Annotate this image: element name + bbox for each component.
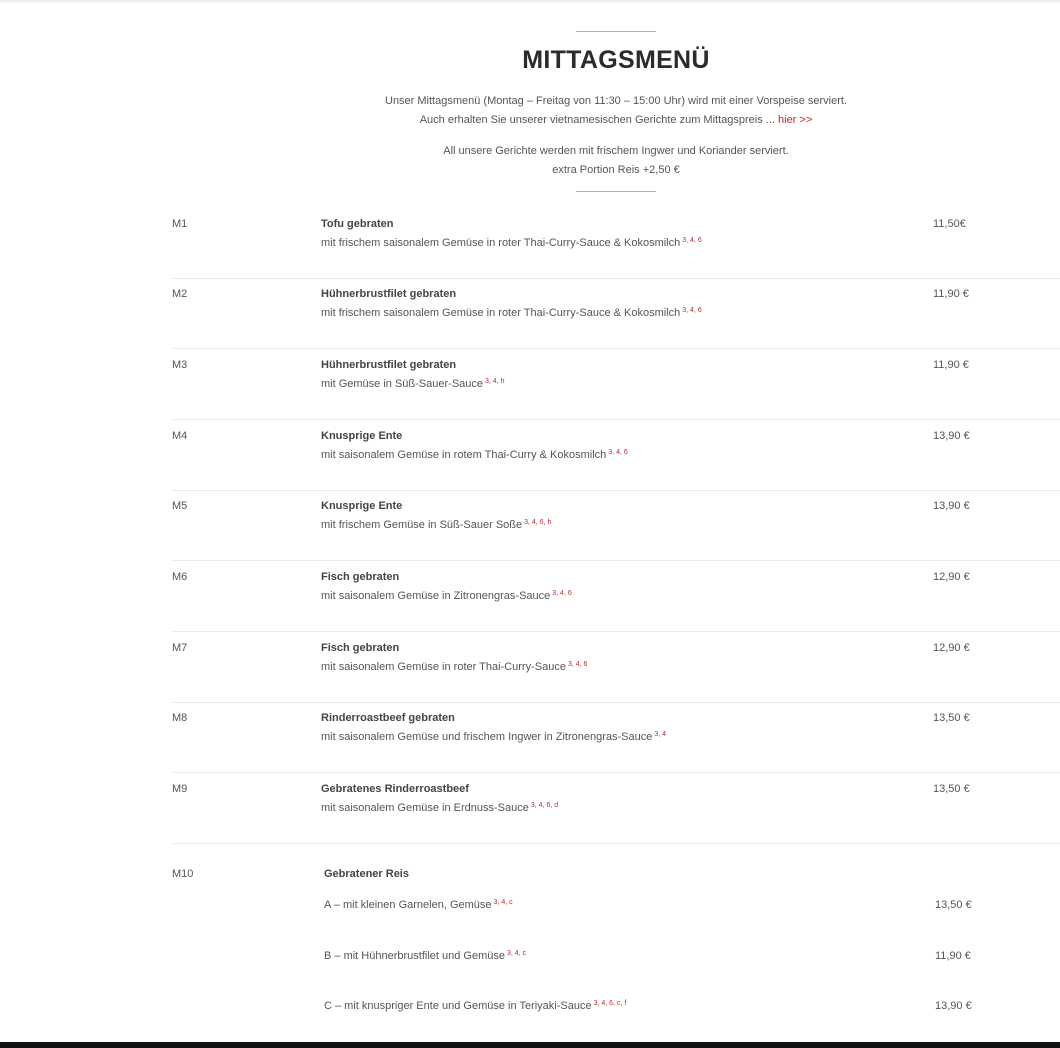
item-description: mit saisonalem Gemüse in Erdnuss-Sauce $^{3, 4, 6, d}$ — [321, 802, 559, 814]
item-price: 13,90 € — [933, 430, 970, 442]
menu-item — [172, 701, 1060, 773]
menu-item — [172, 772, 1060, 844]
item-code: M4 — [172, 430, 188, 442]
item-name: Fisch gebraten — [321, 642, 400, 654]
item-price: 11,90 € — [933, 359, 969, 371]
intro-line-2: Auch erhalten Sie unserer vietnamesischen Gerichte zum Mittagspreis — [419, 114, 766, 126]
bottom-bar — [0, 1042, 1060, 1048]
allergen-codes: 3, 4, h — [485, 378, 505, 385]
menu-item — [172, 489, 1060, 561]
menu-item — [172, 277, 1060, 349]
rice-option-c: C – mit knuspriger Ente und Gemüse in Teriyaki-Sauce $^{3, 4, 6, c, f}$ — [324, 1000, 627, 1012]
item-description: mit frischem saisonalem Gemüse in roter Thai-Curry-Sauce & Kokosmilch $^{3, 4, 6}$ — [321, 237, 702, 249]
allergen-codes: 3, 4 — [654, 731, 667, 738]
item-price: 13,50 € — [933, 783, 970, 795]
allergen-codes: 3, 4, c — [506, 950, 527, 957]
item-name: Tofu gebraten — [321, 218, 394, 230]
item-name: Fisch gebraten — [321, 571, 400, 583]
item-description: mit Gemüse in Süß-Sauer-Sauce $^{3, 4, h}$ — [321, 378, 505, 390]
item-code: M8 — [172, 712, 188, 724]
rice-option-a-price: 13,50 € — [935, 899, 972, 911]
allergen-codes: 3, 4, 6, h — [524, 519, 552, 526]
item-description: mit saisonalem Gemüse in roter Thai-Curry-Sauce $^{3, 4, 6}$ — [321, 661, 588, 673]
note-line-2: extra Portion Reis +2,50 € — [552, 164, 680, 176]
rice-option-b-price: 11,90 € — [935, 950, 971, 962]
title-divider-bottom — [576, 191, 656, 192]
allergen-codes: 3, 4, 6 — [552, 590, 572, 597]
item-price: 13,90 € — [933, 500, 970, 512]
title-divider-top — [576, 31, 656, 32]
note-line-1: All unsere Gerichte werden mit frischem Ingwer und Koriander serviert. — [443, 145, 789, 157]
item-price: 11,50€ — [933, 218, 966, 230]
menu-item — [172, 419, 1060, 491]
item-description: mit frischem Gemüse in Süß-Sauer Soße $^{3, 4, 6, h}$ — [321, 519, 552, 531]
intro-text — [316, 92, 916, 130]
item-code: M10 — [172, 868, 194, 880]
item-description: mit saisonalem Gemüse und frischem Ingwer in Zitronengras-Sauce $^{3, 4}$ — [321, 731, 667, 743]
item-price: 11,90 € — [933, 288, 969, 300]
menu-item — [172, 207, 1060, 279]
allergen-codes: 3, 4, 6 — [682, 237, 702, 244]
allergen-codes: 3, 4, 6, c, f — [593, 1000, 627, 1007]
rice-option-c-price: 13,90 € — [935, 1000, 972, 1012]
allergen-codes: 3, 4, 6 — [567, 661, 588, 668]
allergen-codes: 3, 4, 6, d — [530, 802, 559, 809]
item-name: Knusprige Ente — [321, 430, 403, 442]
item-description: mit saisonalem Gemüse in rotem Thai-Curry & Kokosmilch $^{3, 4, 6}$ — [321, 449, 628, 461]
item-code: M2 — [172, 288, 188, 300]
allergen-codes: 3, 4, 6 — [608, 449, 628, 456]
item-description: mit saisonalem Gemüse in Zitronengras-Sauce $^{3, 4, 6}$ — [321, 590, 572, 602]
item-code: M1 — [172, 218, 188, 230]
item-code: M6 — [172, 571, 188, 583]
item-code: M9 — [172, 783, 188, 795]
rice-option-a: A – mit kleinen Garnelen, Gemüse $^{3, 4, c}$ — [324, 899, 513, 911]
item-name: Gebratenes Rinderroastbeef — [321, 783, 469, 795]
item-name: Knusprige Ente — [321, 500, 403, 512]
item-price: 12,90 € — [933, 642, 970, 654]
allergen-codes: 3, 4, c — [493, 899, 513, 906]
item-price: 12,90 € — [933, 571, 970, 583]
item-name: Hühnerbrustfilet gebraten — [321, 359, 457, 371]
item-code: M7 — [172, 642, 188, 654]
item-name: Rinderroastbeef gebraten — [321, 712, 455, 724]
item-name: Hühnerbrustfilet gebraten — [321, 288, 457, 300]
item-code: M3 — [172, 359, 188, 371]
vietnamese-menu-link[interactable]: ... hier >> — [765, 114, 813, 126]
menu-item — [172, 560, 1060, 632]
item-price: 13,50 € — [933, 712, 970, 724]
menu-item — [172, 348, 1060, 420]
item-name: Gebratener Reis — [324, 868, 409, 880]
serving-note — [316, 142, 916, 180]
top-shadow-bar — [0, 0, 1060, 4]
page-title: MITTAGSMENÜ — [522, 46, 710, 74]
intro-line-1: Unser Mittagsmenü (Montag – Freitag von 11:30 – 15:00 Uhr) wird mit einer Vorspeise serviert. — [385, 95, 847, 107]
allergen-codes: 3, 4, 6 — [682, 307, 702, 314]
rice-option-b: B – mit Hühnerbrustfilet und Gemüse $^{3, 4, c}$ — [324, 950, 527, 962]
item-code: M5 — [172, 500, 188, 512]
menu-item — [172, 631, 1060, 703]
item-description: mit frischem saisonalem Gemüse in roter Thai-Curry-Sauce & Kokosmilch $^{3, 4, 6}$ — [321, 307, 702, 319]
